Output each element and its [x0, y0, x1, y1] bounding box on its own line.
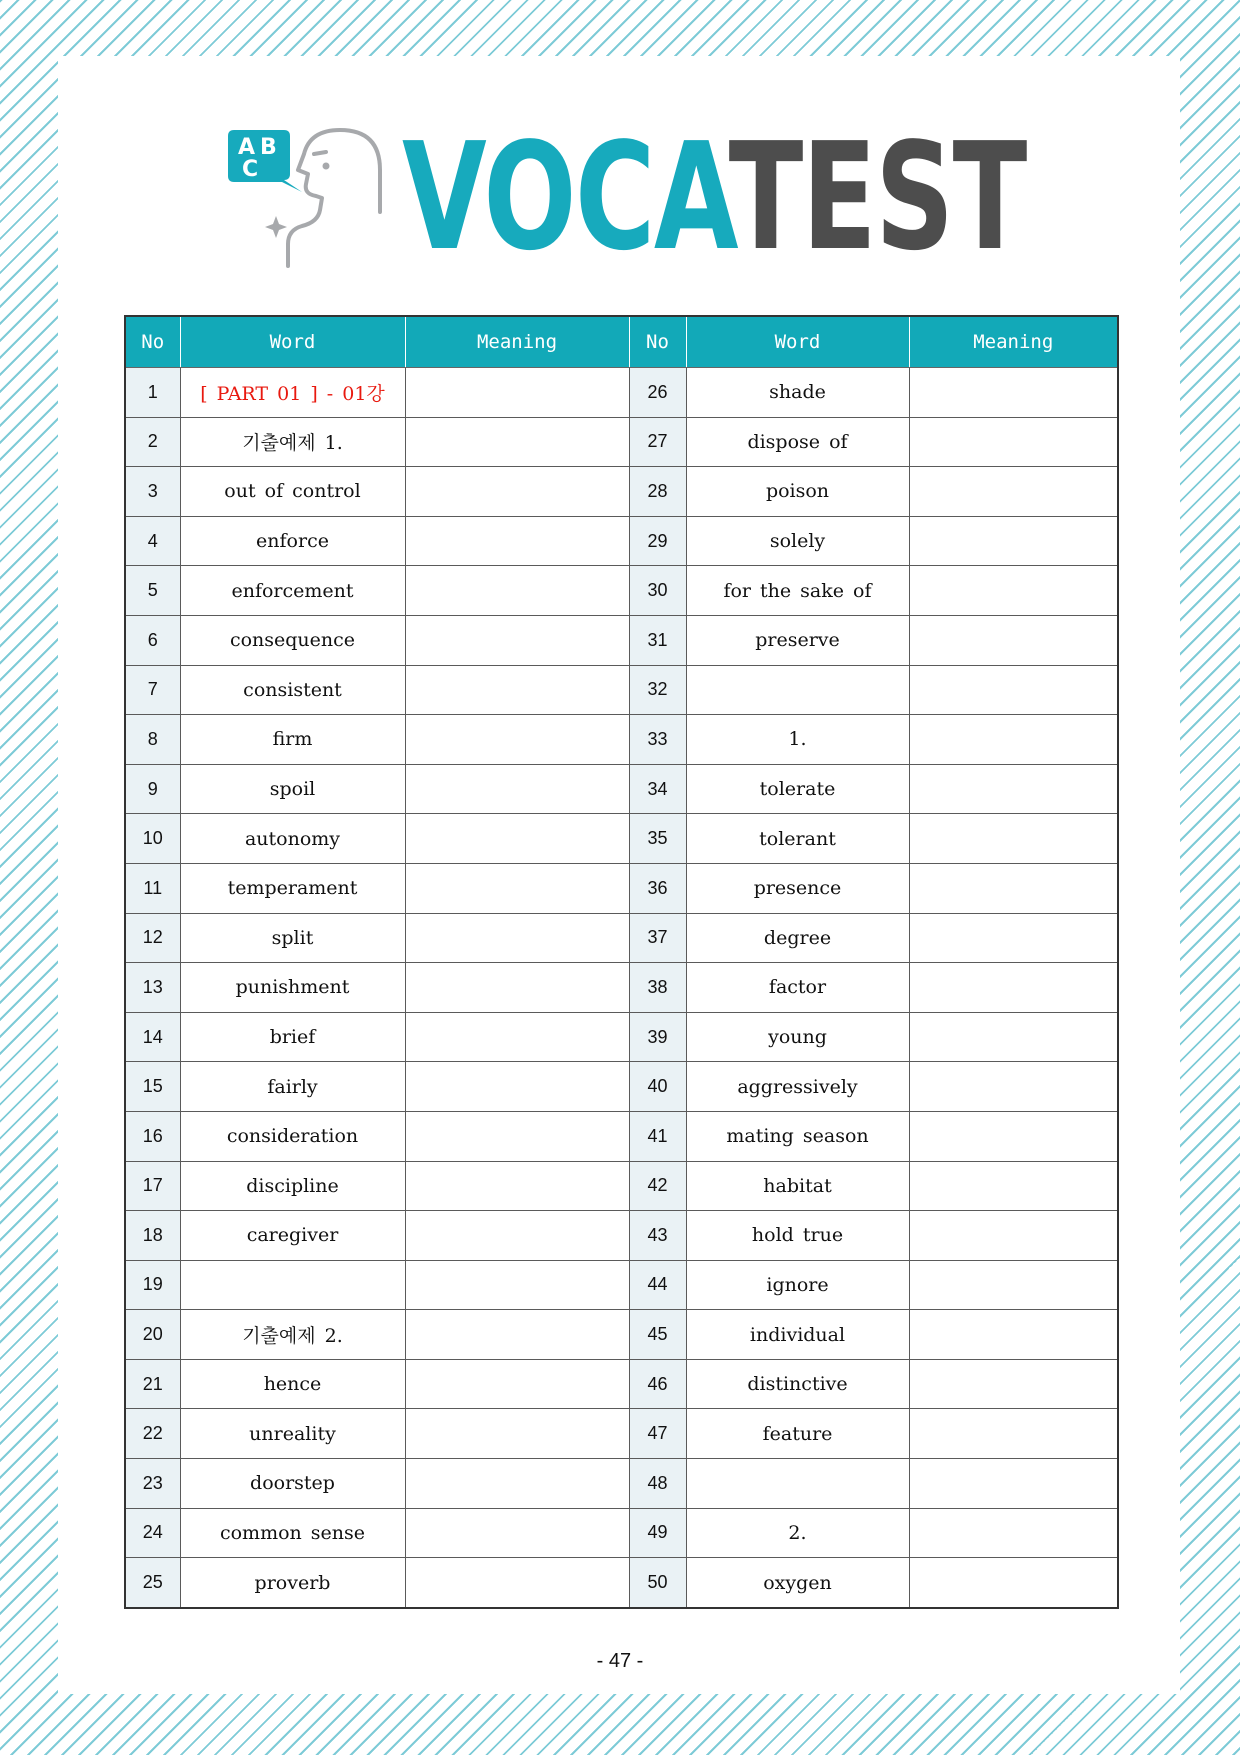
row-number-right: 30 [629, 566, 686, 616]
table-row [125, 467, 1118, 517]
meaning-cell-right[interactable] [909, 1409, 1118, 1459]
row-number-right: 44 [629, 1260, 686, 1310]
meaning-cell-left[interactable] [405, 1211, 629, 1261]
badge-letter-c: C [242, 157, 259, 182]
row-number-left: 2 [125, 417, 180, 467]
badge-letter-b: B [260, 135, 277, 160]
word-cell-right: shade [686, 368, 909, 418]
word-cell-left: 기출예제 2. [180, 1310, 405, 1360]
row-number-left: 7 [125, 665, 180, 715]
row-number-left: 23 [125, 1459, 180, 1509]
word-cell-left [180, 1260, 405, 1310]
table-row [125, 665, 1118, 715]
meaning-cell-right[interactable] [909, 863, 1118, 913]
meaning-cell-left[interactable] [405, 615, 629, 665]
row-number-left: 22 [125, 1409, 180, 1459]
table-header-row [125, 316, 1118, 368]
word-cell-left: discipline [180, 1161, 405, 1211]
row-number-right: 42 [629, 1161, 686, 1211]
row-number-right: 45 [629, 1310, 686, 1360]
meaning-cell-right[interactable] [909, 566, 1118, 616]
table-row [125, 516, 1118, 566]
row-number-right: 33 [629, 715, 686, 765]
word-cell-right: aggressively [686, 1062, 909, 1112]
row-number-left: 15 [125, 1062, 180, 1112]
word-cell-right: factor [686, 963, 909, 1013]
badge-letter-a: A [238, 135, 256, 160]
meaning-cell-right[interactable] [909, 1161, 1118, 1211]
meaning-cell-left[interactable] [405, 1359, 629, 1409]
table-row [125, 1062, 1118, 1112]
row-number-left: 13 [125, 963, 180, 1013]
word-cell-right: young [686, 1012, 909, 1062]
meaning-cell-right[interactable] [909, 814, 1118, 864]
meaning-cell-left[interactable] [405, 417, 629, 467]
word-cell-left: caregiver [180, 1211, 405, 1261]
meaning-cell-left[interactable] [405, 913, 629, 963]
word-cell-right: oxygen [686, 1558, 909, 1608]
row-number-left: 20 [125, 1310, 180, 1360]
row-number-left: 5 [125, 566, 180, 616]
meaning-cell-left[interactable] [405, 863, 629, 913]
word-cell-right: solely [686, 516, 909, 566]
row-number-right: 29 [629, 516, 686, 566]
row-number-right: 32 [629, 665, 686, 715]
table-body [125, 368, 1118, 1608]
row-number-right: 40 [629, 1062, 686, 1112]
word-cell-right: ignore [686, 1260, 909, 1310]
meaning-cell-right[interactable] [909, 1211, 1118, 1261]
word-cell-right: 2. [686, 1508, 909, 1558]
word-cell-right: degree [686, 913, 909, 963]
header-meaning-left: Meaning [405, 316, 629, 368]
word-cell-left: brief [180, 1012, 405, 1062]
word-cell-right: distinctive [686, 1359, 909, 1409]
word-cell-left: doorstep [180, 1459, 405, 1509]
row-number-left: 18 [125, 1211, 180, 1261]
row-number-right: 34 [629, 764, 686, 814]
table-row [125, 1211, 1118, 1261]
word-cell-left: consistent [180, 665, 405, 715]
table-row [125, 1111, 1118, 1161]
meaning-cell-left[interactable] [405, 665, 629, 715]
meaning-cell-right[interactable] [909, 1062, 1118, 1112]
meaning-cell-right[interactable] [909, 467, 1118, 517]
word-cell-right: tolerate [686, 764, 909, 814]
word-cell-left: spoil [180, 764, 405, 814]
meaning-cell-right[interactable] [909, 516, 1118, 566]
row-number-left: 3 [125, 467, 180, 517]
header-word-right: Word [686, 316, 909, 368]
table-row [125, 615, 1118, 665]
row-number-right: 50 [629, 1558, 686, 1608]
row-number-left: 14 [125, 1012, 180, 1062]
meaning-cell-left[interactable] [405, 1508, 629, 1558]
word-cell-right: tolerant [686, 814, 909, 864]
table-row [125, 913, 1118, 963]
row-number-right: 39 [629, 1012, 686, 1062]
row-number-left: 1 [125, 368, 180, 418]
meaning-cell-left[interactable] [405, 715, 629, 765]
word-cell-left: [ PART 01 ] - 01강 [180, 368, 405, 418]
header-meaning-right: Meaning [909, 316, 1118, 368]
row-number-right: 26 [629, 368, 686, 418]
table-row [125, 764, 1118, 814]
header-no-right: No [629, 316, 686, 368]
meaning-cell-right[interactable] [909, 963, 1118, 1013]
word-cell-left: out of control [180, 467, 405, 517]
word-cell-left: common sense [180, 1508, 405, 1558]
row-number-left: 6 [125, 615, 180, 665]
table-row [125, 1260, 1118, 1310]
word-cell-right: habitat [686, 1161, 909, 1211]
meaning-cell-left[interactable] [405, 764, 629, 814]
row-number-left: 16 [125, 1111, 180, 1161]
row-number-right: 47 [629, 1409, 686, 1459]
meaning-cell-right[interactable] [909, 1459, 1118, 1509]
page-number: - 47 - [596, 1650, 644, 1672]
table-row [125, 1409, 1118, 1459]
word-cell-right: for the sake of [686, 566, 909, 616]
row-number-right: 46 [629, 1359, 686, 1409]
meaning-cell-right[interactable] [909, 615, 1118, 665]
meaning-cell-left[interactable] [405, 1161, 629, 1211]
meaning-cell-right[interactable] [909, 1012, 1118, 1062]
meaning-cell-left[interactable] [405, 1558, 629, 1608]
row-number-left: 4 [125, 516, 180, 566]
word-cell-left: enforcement [180, 566, 405, 616]
row-number-right: 48 [629, 1459, 686, 1509]
table-row [125, 715, 1118, 765]
meaning-cell-left[interactable] [405, 566, 629, 616]
table-row [125, 1558, 1118, 1608]
meaning-cell-left[interactable] [405, 368, 629, 418]
meaning-cell-right[interactable] [909, 417, 1118, 467]
word-cell-left: temperament [180, 863, 405, 913]
word-cell-right: preserve [686, 615, 909, 665]
abc-speech-bubble-icon [228, 130, 302, 192]
table-row [125, 1459, 1118, 1509]
word-cell-left: consideration [180, 1111, 405, 1161]
row-number-left: 8 [125, 715, 180, 765]
logo-title-voca: VOCA [402, 111, 729, 283]
row-number-left: 12 [125, 913, 180, 963]
meaning-cell-left[interactable] [405, 516, 629, 566]
header-no-left: No [125, 316, 180, 368]
word-cell-left: proverb [180, 1558, 405, 1608]
header-word-left: Word [180, 316, 405, 368]
row-number-right: 41 [629, 1111, 686, 1161]
vocabulary-table [124, 315, 1119, 1609]
meaning-cell-right[interactable] [909, 1310, 1118, 1360]
table-row [125, 1508, 1118, 1558]
word-cell-left: split [180, 913, 405, 963]
word-cell-right: mating season [686, 1111, 909, 1161]
row-number-right: 37 [629, 913, 686, 963]
table-row [125, 566, 1118, 616]
row-number-right: 28 [629, 467, 686, 517]
word-cell-right: presence [686, 863, 909, 913]
word-cell-left: 기출예제 1. [180, 417, 405, 467]
meaning-cell-left[interactable] [405, 1409, 629, 1459]
row-number-right: 27 [629, 417, 686, 467]
meaning-cell-right[interactable] [909, 665, 1118, 715]
row-number-left: 10 [125, 814, 180, 864]
word-cell-left: unreality [180, 1409, 405, 1459]
meaning-cell-left[interactable] [405, 963, 629, 1013]
table-row [125, 1310, 1118, 1360]
meaning-cell-right[interactable] [909, 1111, 1118, 1161]
meaning-cell-left[interactable] [405, 467, 629, 517]
meaning-cell-left[interactable] [405, 1260, 629, 1310]
meaning-cell-left[interactable] [405, 1310, 629, 1360]
word-cell-right: poison [686, 467, 909, 517]
row-number-left: 19 [125, 1260, 180, 1310]
meaning-cell-right[interactable] [909, 1558, 1118, 1608]
table-row [125, 963, 1118, 1013]
table-row [125, 1012, 1118, 1062]
meaning-cell-left[interactable] [405, 1062, 629, 1112]
table-row [125, 814, 1118, 864]
word-cell-right: hold true [686, 1211, 909, 1261]
row-number-right: 38 [629, 963, 686, 1013]
row-number-left: 17 [125, 1161, 180, 1211]
word-cell-left: fairly [180, 1062, 405, 1112]
meaning-cell-left[interactable] [405, 1459, 629, 1509]
row-number-right: 31 [629, 615, 686, 665]
row-number-right: 36 [629, 863, 686, 913]
meaning-cell-right[interactable] [909, 1359, 1118, 1409]
word-cell-right: feature [686, 1409, 909, 1459]
meaning-cell-right[interactable] [909, 715, 1118, 765]
logo-title [402, 111, 1026, 283]
sparkle-icon [265, 216, 287, 238]
row-number-right: 35 [629, 814, 686, 864]
meaning-cell-left[interactable] [405, 1012, 629, 1062]
word-cell-right: 1. [686, 715, 909, 765]
table-row [125, 863, 1118, 913]
row-number-right: 49 [629, 1508, 686, 1558]
head-profile-icon [288, 130, 380, 266]
table-row [125, 368, 1118, 418]
word-cell-left: enforce [180, 516, 405, 566]
meaning-cell-right[interactable] [909, 913, 1118, 963]
word-cell-left: hence [180, 1359, 405, 1409]
meaning-cell-right[interactable] [909, 1260, 1118, 1310]
row-number-left: 9 [125, 764, 180, 814]
meaning-cell-right[interactable] [909, 368, 1118, 418]
word-cell-right [686, 1459, 909, 1509]
row-number-left: 24 [125, 1508, 180, 1558]
word-cell-left: firm [180, 715, 405, 765]
table-row [125, 1161, 1118, 1211]
table-row [125, 1359, 1118, 1409]
word-cell-right: individual [686, 1310, 909, 1360]
row-number-left: 25 [125, 1558, 180, 1608]
word-cell-left: consequence [180, 615, 405, 665]
row-number-left: 21 [125, 1359, 180, 1409]
word-cell-left: punishment [180, 963, 405, 1013]
meaning-cell-left[interactable] [405, 1111, 629, 1161]
logo-title-test: TEST [728, 111, 1026, 283]
meaning-cell-right[interactable] [909, 764, 1118, 814]
table-row [125, 417, 1118, 467]
meaning-cell-left[interactable] [405, 814, 629, 864]
meaning-cell-right[interactable] [909, 1508, 1118, 1558]
word-cell-right: dispose of [686, 417, 909, 467]
word-cell-left: autonomy [180, 814, 405, 864]
word-cell-right [686, 665, 909, 715]
row-number-left: 11 [125, 863, 180, 913]
row-number-right: 43 [629, 1211, 686, 1261]
